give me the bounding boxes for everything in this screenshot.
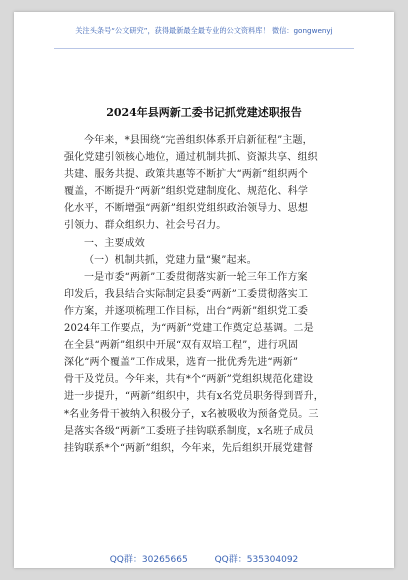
body-line: 覆盖，不断提升“两新”组织党建制度化、规范化、科学 <box>64 186 308 198</box>
subsection-heading: （一）机制共抓，党建力量“聚”起来。 <box>84 254 257 266</box>
body-line: 是落实各级“两新”工委班子挂钩联系制度，x名班子成员 <box>64 425 314 437</box>
body-line: 骨干及党员。今年来，共有*个“两新”党组织规范化建设 <box>64 374 314 386</box>
document-body <box>64 132 354 457</box>
header-divider <box>54 48 354 49</box>
body-line: 挂钩联系*个“两新”组织，今年来，先后组织开展党建督 <box>64 442 314 454</box>
body-line: 2024年工作要点，为“两新”党建工作奠定总基调。二是 <box>64 323 314 335</box>
body-line: 在全县“两新”组织中开展“双有双培工程”，进行巩固 <box>64 340 299 352</box>
body-line: 深化“两个覆盖”工作成果，选育一批优秀先进“两新” <box>64 357 299 369</box>
body-line: 一是市委“两新”工委贯彻落实新一轮三年工作方案 <box>84 271 308 283</box>
document-title: 2024年县两新工委书记抓党建述职报告 <box>106 106 302 119</box>
section-heading: 一、主要成效 <box>84 237 145 249</box>
footer-contact <box>14 552 394 565</box>
footer-qq-group-2: QQ群：535304092 <box>214 555 299 565</box>
body-line: 印发后，我县结合实际制定县委“两新”工委贯彻落实工 <box>64 288 308 300</box>
header-promo-text: 关注头条号“公文研究”，获得最新最全最专业的公文资料库！ 微信：gongwenyj <box>75 26 333 35</box>
body-line: 作方案，并逐项梳理工作目标，出台“两新”组织党工委 <box>64 305 308 317</box>
body-line: 强化党建引领核心地位，通过机制共抓、资源共享、组织 <box>64 152 318 164</box>
document-page <box>14 12 394 568</box>
body-line: 引领力、群众组织力、社会号召力。 <box>64 220 227 232</box>
body-line: 共建、服务共提、政策共惠等不断扩大“两新”组织两个 <box>64 169 308 181</box>
footer-qq-group-1: QQ群：30265665 <box>109 555 188 565</box>
body-line: 进一步提升，“两新”组织中，共有x名党员职务得到晋升， <box>64 391 324 403</box>
body-line: *名业务骨干被纳入积极分子，x名被吸收为预备党员。三 <box>64 408 319 420</box>
body-line: 今年来，*县围绕“完善组织体系开启新征程”主题， <box>84 135 313 146</box>
body-line: 化水平，不断增强“两新”组织党组织政治领导力、思想 <box>64 203 308 215</box>
